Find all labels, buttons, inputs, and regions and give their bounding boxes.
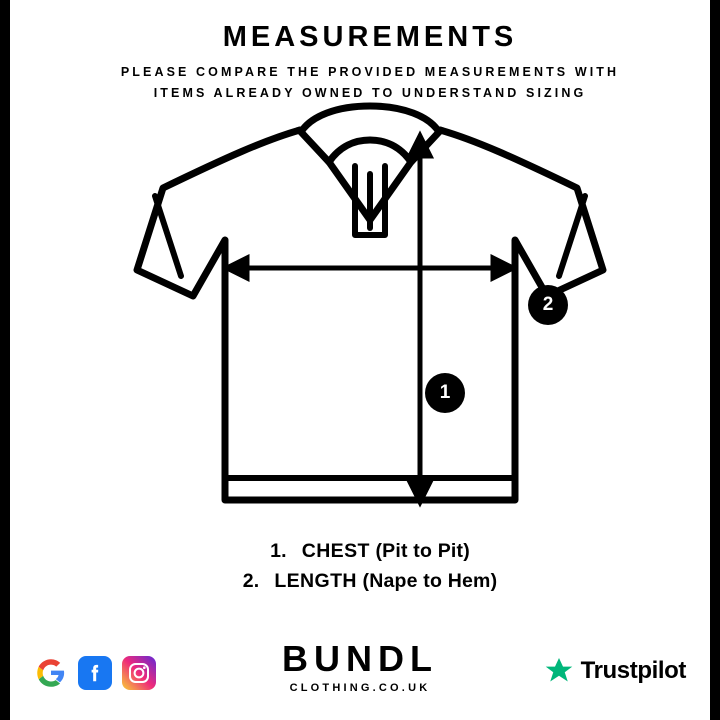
legend-chest-detail: (Pit to Pit) (375, 540, 470, 562)
legend-length-number: 2. (242, 570, 260, 593)
social-icons (34, 656, 156, 690)
legend (10, 536, 720, 596)
page-subtitle-line1: PLEASE COMPARE THE PROVIDED MEASUREMENTS WITH (120, 65, 620, 80)
facebook-icon[interactable] (78, 656, 112, 690)
brand-website: CLOTHING.CO.UK (289, 682, 431, 694)
legend-length-label: LENGTH (274, 570, 357, 593)
legend-length-detail: (Nape to Hem) (362, 570, 498, 593)
badge-length-number: 2 (542, 294, 554, 315)
trustpilot-name: Trustpilot (580, 657, 686, 684)
length-measure-arrow (410, 136, 430, 502)
legend-chest-label: CHEST (301, 540, 370, 562)
instagram-icon[interactable] (122, 656, 156, 690)
google-icon[interactable] (34, 656, 68, 690)
legend-chest-number: 1. (270, 540, 287, 562)
brand-logo (282, 638, 438, 694)
chest-measure-arrow (227, 258, 513, 278)
brand-name: BUNDL (282, 638, 438, 679)
page-title: MEASUREMENTS (222, 21, 518, 53)
badge-chest (425, 373, 465, 413)
footer (20, 630, 700, 704)
trustpilot-star-icon (544, 656, 574, 686)
legend-item-length (10, 566, 720, 596)
badge-chest-number: 1 (439, 382, 451, 403)
polo-shirt-diagram (115, 100, 625, 520)
header (10, 22, 720, 104)
page-subtitle-line2: ITEMS ALREADY OWNED TO UNDERSTAND SIZING (153, 86, 587, 101)
trustpilot-logo[interactable] (544, 656, 686, 686)
page-subtitle (10, 62, 720, 103)
badge-length (528, 285, 568, 325)
legend-item-chest (10, 536, 720, 566)
